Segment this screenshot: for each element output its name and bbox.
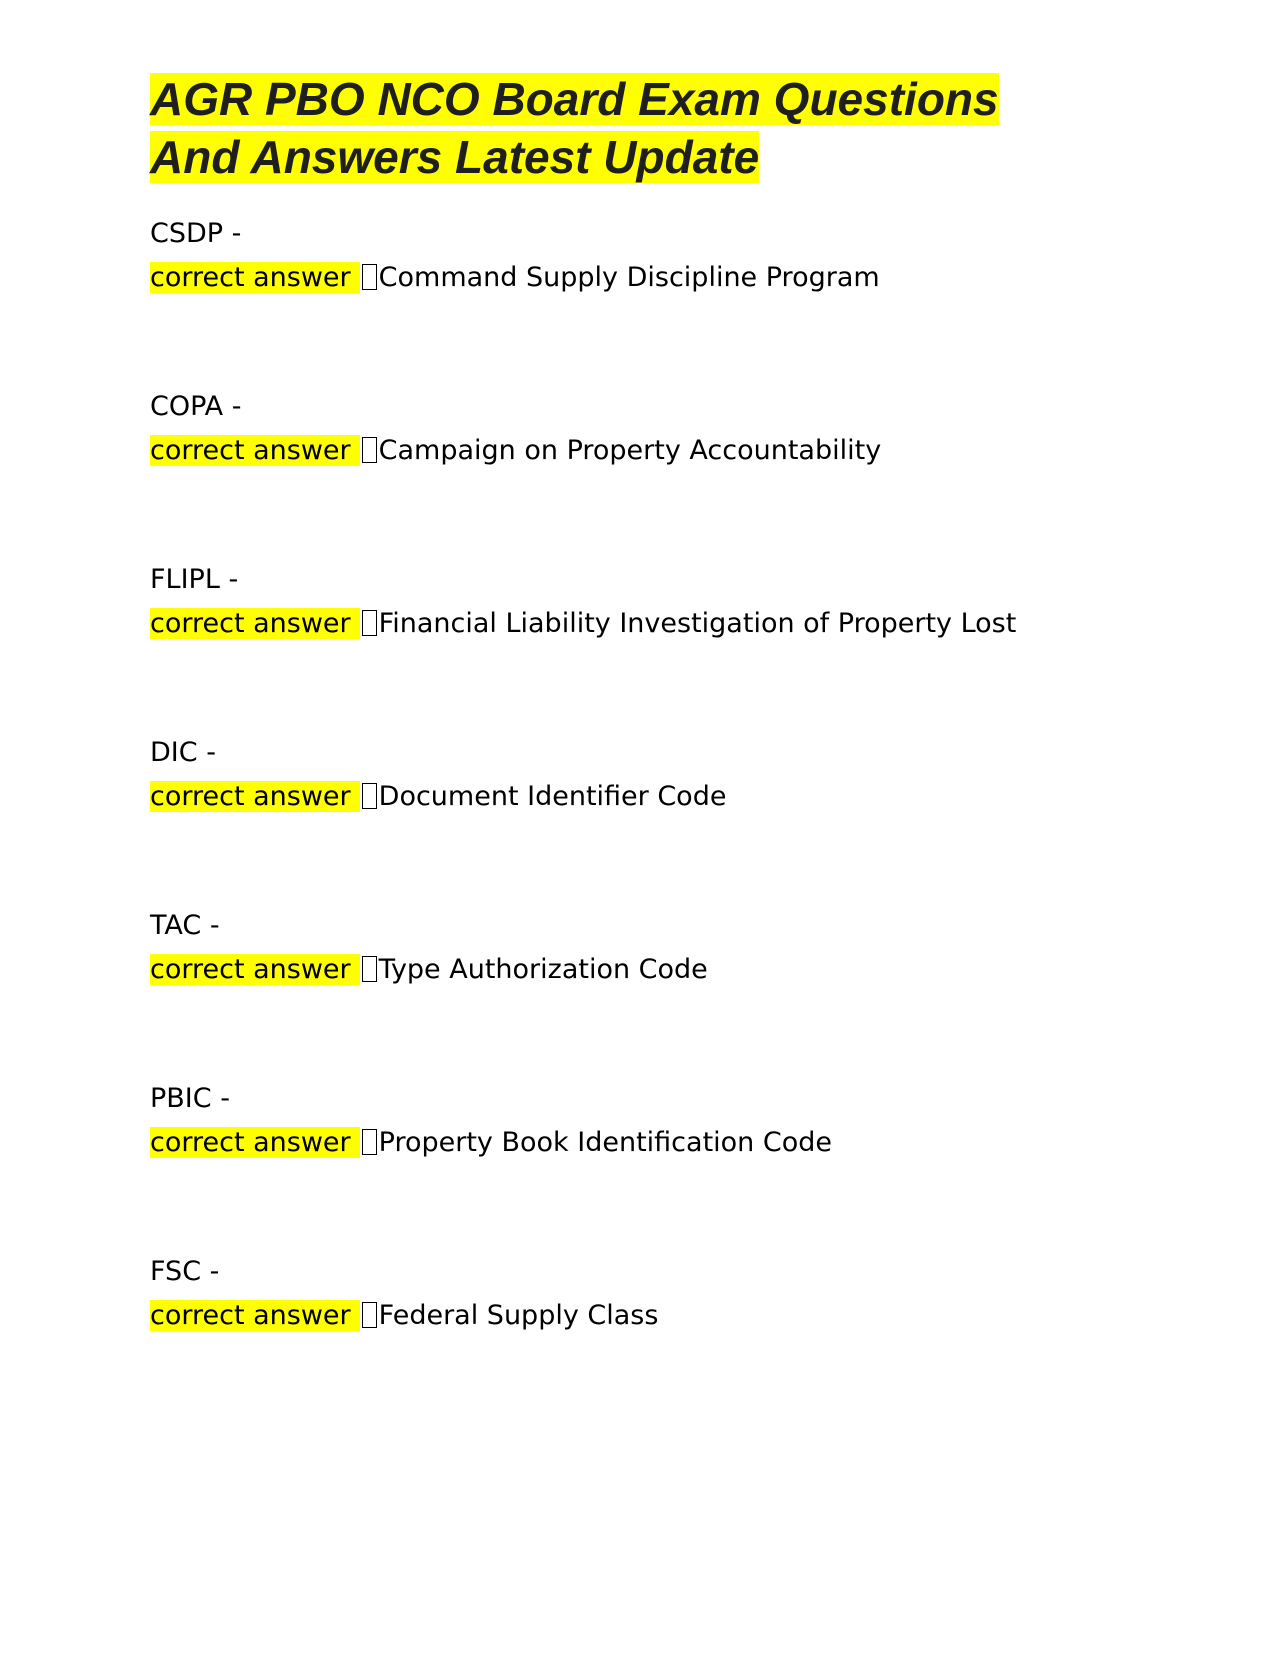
question-term: FSC - bbox=[150, 1256, 220, 1287]
correct-answer-marker: correct answer bbox=[150, 1300, 360, 1331]
answer-text: Document Identifier Code bbox=[378, 781, 727, 812]
answer-line bbox=[150, 429, 1150, 473]
missing-glyph-icon bbox=[362, 437, 377, 463]
answer-text: Campaign on Property Accountability bbox=[378, 435, 882, 466]
missing-glyph-icon bbox=[362, 956, 377, 982]
missing-glyph-icon bbox=[362, 1302, 377, 1328]
qa-entry bbox=[150, 731, 1150, 904]
qa-list bbox=[150, 212, 1150, 1423]
missing-glyph-icon bbox=[362, 1129, 377, 1155]
answer-line bbox=[150, 1294, 1150, 1338]
answer-line bbox=[150, 1121, 1150, 1165]
qa-entry bbox=[150, 212, 1150, 385]
answer-line bbox=[150, 948, 1150, 992]
qa-entry bbox=[150, 558, 1150, 731]
title-line-2: And Answers Latest Update bbox=[150, 131, 760, 183]
missing-glyph-icon bbox=[362, 610, 377, 636]
question-term: FLIPL - bbox=[150, 564, 239, 595]
title-line-1: AGR PBO NCO Board Exam Questions bbox=[150, 73, 999, 125]
correct-answer-marker: correct answer bbox=[150, 608, 360, 639]
qa-entry bbox=[150, 904, 1150, 1077]
document-page bbox=[150, 70, 1150, 1423]
answer-text: Federal Supply Class bbox=[378, 1300, 659, 1331]
answer-line bbox=[150, 256, 1150, 300]
answer-text: Type Authorization Code bbox=[378, 954, 708, 985]
qa-entry bbox=[150, 1077, 1150, 1250]
document-title bbox=[150, 70, 1150, 186]
answer-line bbox=[150, 775, 1150, 819]
correct-answer-marker: correct answer bbox=[150, 954, 360, 985]
question-term: DIC - bbox=[150, 737, 216, 768]
correct-answer-marker: correct answer bbox=[150, 435, 360, 466]
answer-text: Command Supply Discipline Program bbox=[378, 262, 880, 293]
answer-line bbox=[150, 602, 1150, 646]
correct-answer-marker: correct answer bbox=[150, 781, 360, 812]
question-term: TAC - bbox=[150, 910, 220, 941]
qa-entry bbox=[150, 385, 1150, 558]
missing-glyph-icon bbox=[362, 264, 377, 290]
question-term: COPA - bbox=[150, 391, 242, 422]
answer-text: Financial Liability Investigation of Property Lost bbox=[378, 608, 1017, 639]
correct-answer-marker: correct answer bbox=[150, 262, 360, 293]
question-term: CSDP - bbox=[150, 218, 242, 249]
correct-answer-marker: correct answer bbox=[150, 1127, 360, 1158]
missing-glyph-icon bbox=[362, 783, 377, 809]
question-term: PBIC - bbox=[150, 1083, 230, 1114]
answer-text: Property Book Identification Code bbox=[378, 1127, 833, 1158]
qa-entry bbox=[150, 1250, 1150, 1423]
